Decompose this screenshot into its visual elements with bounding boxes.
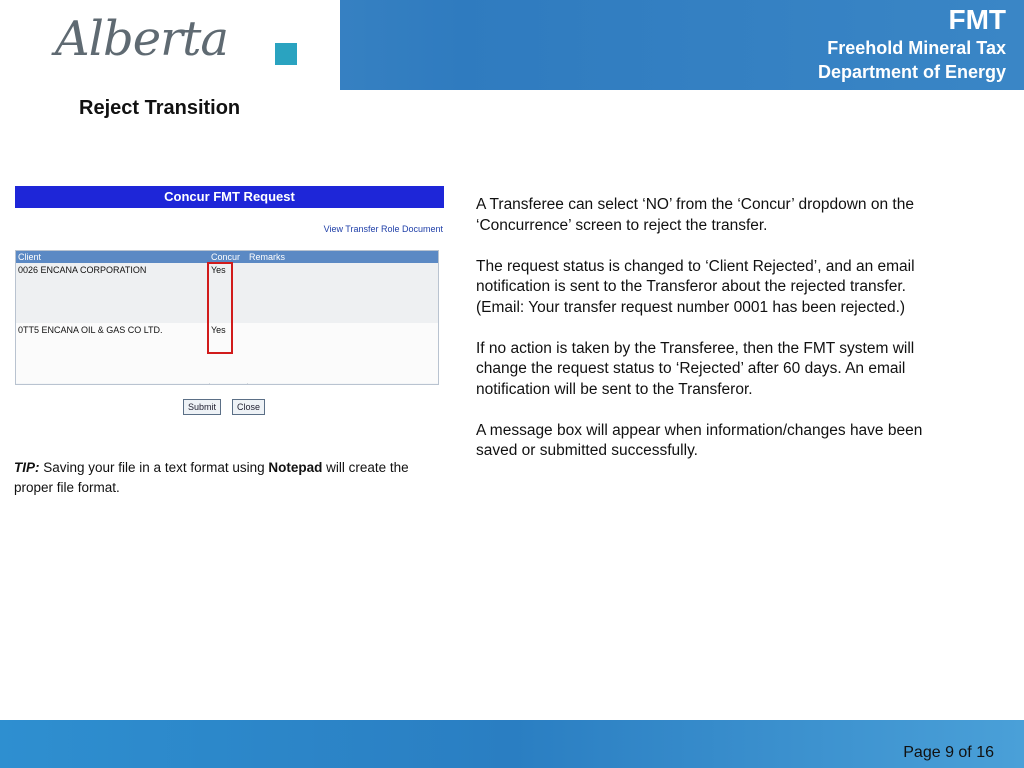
concur-select[interactable]: Yes (211, 325, 226, 335)
col-remarks: Remarks (249, 252, 286, 262)
logo-panel (0, 0, 340, 90)
header-line2: Department of Energy (817, 62, 1006, 82)
client-cell: 0026 ENCANA CORPORATION (18, 265, 147, 275)
paragraph-message: A message box will appear when information/changes have been saved or submitted successfully. (476, 421, 923, 459)
header-title-block (818, 4, 1006, 84)
paragraph-concur: A Transferee can select ‘NO’ from the ‘Concur’ dropdown on the ‘Concurrence’ screen to reject the transfer. (476, 196, 914, 234)
form-title: Concur FMT Request (15, 186, 444, 208)
footer-bar (0, 720, 1024, 768)
logo-text: Alberta (55, 11, 228, 67)
concur-form-screenshot (15, 186, 445, 416)
alberta-logo (55, 11, 297, 75)
slide-title: Reject Transition (79, 97, 241, 119)
paragraph-status (476, 257, 956, 319)
concur-select[interactable]: Yes (211, 265, 226, 275)
tip-text2: will create the proper file format. (14, 460, 409, 495)
header-banner (0, 0, 1024, 90)
client-cell: 0TT5 ENCANA OIL & GAS CO LTD. (18, 325, 163, 335)
page-number: Page 9 of 16 (903, 744, 994, 761)
paragraph-timeout: If no action is taken by the Transferee, then the FMT system will change the request status to ‘Rejected’ after 60 days. An email notification will be sent to the Transferor. (476, 339, 915, 398)
explanation-text (476, 195, 956, 482)
tip-note (14, 458, 424, 498)
email-example: (Email: Your transfer request number 0001 has been rejected.) (476, 298, 906, 316)
tip-bold: Notepad (268, 460, 323, 475)
view-transfer-role-link[interactable]: View Transfer Role Document (323, 224, 443, 234)
tip-label: TIP: (14, 460, 40, 475)
col-concur: Concur (211, 252, 241, 262)
logo-square-icon (275, 43, 297, 65)
header-line1: Freehold Mineral Tax (827, 38, 1006, 58)
submit-button[interactable]: Submit (183, 399, 221, 415)
status-text: The request status is changed to ‘Client Rejected’, and an email notification is sent to the Transferor about the rejected transfer. (476, 257, 915, 295)
col-client: Client (18, 252, 42, 262)
close-button[interactable]: Close (232, 399, 265, 415)
concur-highlight-box (207, 262, 233, 354)
tip-text1: Saving your file in a text format using (39, 460, 269, 475)
header-abbr: FMT (948, 4, 1006, 35)
